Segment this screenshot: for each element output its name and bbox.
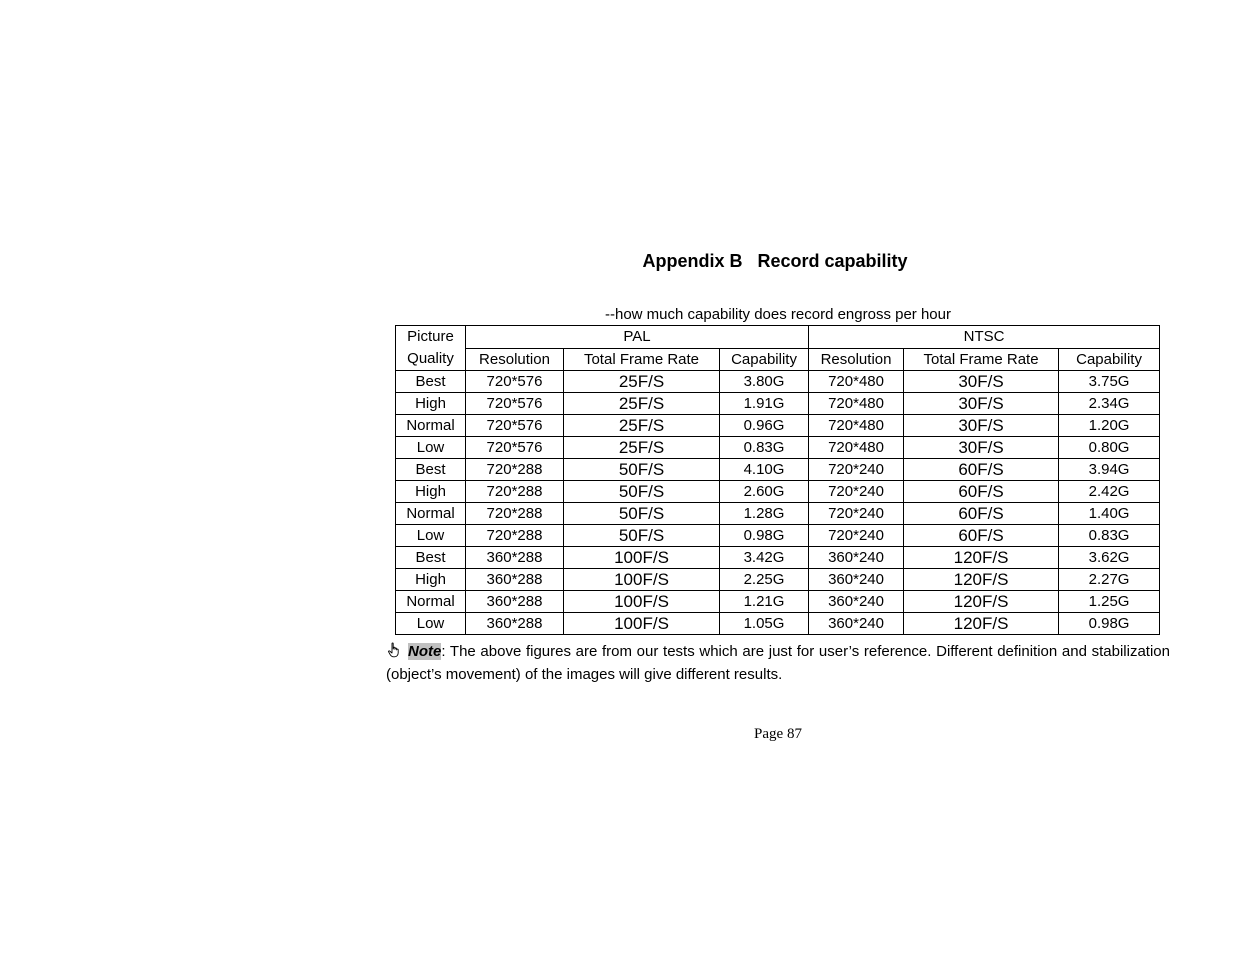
- page-subtitle: --how much capability does record engross per hour: [604, 306, 951, 323]
- pal-capability-cell: 0.98G: [720, 525, 809, 547]
- pal-capability-cell: 0.83G: [720, 437, 809, 459]
- ntsc-capability-cell: 0.98G: [1059, 613, 1160, 635]
- pal-frame-rate-cell: 50F/S: [564, 525, 720, 547]
- table-row: [396, 437, 1160, 459]
- pal-resolution-cell: 720*288: [466, 481, 564, 503]
- ntsc-capability-cell: 2.27G: [1059, 569, 1160, 591]
- ntsc-frame-rate-cell: 120F/S: [904, 547, 1059, 569]
- pal-frame-rate-cell: 100F/S: [564, 547, 720, 569]
- pal-capability-cell: 4.10G: [720, 459, 809, 481]
- ntsc-frame-rate-cell: 60F/S: [904, 481, 1059, 503]
- table-row: [396, 547, 1160, 569]
- ntsc-frame-rate-cell: 120F/S: [904, 613, 1059, 635]
- ntsc-frame-rate-cell: 30F/S: [904, 371, 1059, 393]
- ntsc-resolution-cell: 720*480: [809, 437, 904, 459]
- ntsc-capability-cell: 3.62G: [1059, 547, 1160, 569]
- ntsc-capability-cell: 2.34G: [1059, 393, 1160, 415]
- ntsc-capability-cell: 1.20G: [1059, 415, 1160, 437]
- pal-resolution-cell: 360*288: [466, 569, 564, 591]
- ntsc-frame-rate-cell: 60F/S: [904, 503, 1059, 525]
- ntsc-capability-cell: 0.80G: [1059, 437, 1160, 459]
- ntsc-group-header: NTSC: [809, 326, 1160, 349]
- ntsc-resolution-cell: 720*240: [809, 525, 904, 547]
- pointing-hand-icon: [386, 642, 402, 658]
- note-text: : The above figures are from our tests which are just for user’s reference. Different definition and stabilization (object’s movement) of the images will give different results.: [386, 643, 1170, 683]
- record-capability-table: [395, 325, 1160, 635]
- pal-frame-rate-cell: 25F/S: [564, 437, 720, 459]
- pal-capability-cell: 1.28G: [720, 503, 809, 525]
- ntsc-capability-cell: 3.75G: [1059, 371, 1160, 393]
- table-subheader-row: [396, 348, 1160, 371]
- quality-cell: Best: [396, 459, 466, 481]
- pal-frame-rate-cell: 50F/S: [564, 503, 720, 525]
- table-row: [396, 459, 1160, 481]
- ntsc-resolution-header: Resolution: [809, 348, 904, 371]
- pal-capability-cell: 2.60G: [720, 481, 809, 503]
- ntsc-resolution-cell: 720*480: [809, 371, 904, 393]
- pal-frame-rate-header: Total Frame Rate: [564, 348, 720, 371]
- ntsc-frame-rate-cell: 60F/S: [904, 459, 1059, 481]
- ntsc-resolution-cell: 360*240: [809, 569, 904, 591]
- pal-resolution-cell: 720*576: [466, 415, 564, 437]
- pal-resolution-cell: 360*288: [466, 547, 564, 569]
- quality-cell: Normal: [396, 591, 466, 613]
- pal-frame-rate-cell: 50F/S: [564, 459, 720, 481]
- quality-cell: Low: [396, 437, 466, 459]
- quality-cell: Normal: [396, 415, 466, 437]
- ntsc-capability-cell: 0.83G: [1059, 525, 1160, 547]
- table-row: [396, 591, 1160, 613]
- quality-cell: Low: [396, 525, 466, 547]
- pal-capability-cell: 3.80G: [720, 371, 809, 393]
- ntsc-resolution-cell: 720*240: [809, 459, 904, 481]
- ntsc-frame-rate-cell: 60F/S: [904, 525, 1059, 547]
- ntsc-frame-rate-cell: 30F/S: [904, 437, 1059, 459]
- quality-header-top: Picture: [396, 326, 466, 349]
- quality-cell: High: [396, 393, 466, 415]
- ntsc-resolution-cell: 720*480: [809, 393, 904, 415]
- quality-cell: High: [396, 481, 466, 503]
- note-paragraph: [386, 640, 1170, 686]
- quality-cell: Low: [396, 613, 466, 635]
- ntsc-resolution-cell: 720*480: [809, 415, 904, 437]
- table-row: [396, 415, 1160, 437]
- pal-resolution-cell: 360*288: [466, 591, 564, 613]
- pal-frame-rate-cell: 100F/S: [564, 613, 720, 635]
- ntsc-frame-rate-cell: 120F/S: [904, 591, 1059, 613]
- pal-capability-cell: 1.05G: [720, 613, 809, 635]
- ntsc-resolution-cell: 360*240: [809, 591, 904, 613]
- pal-capability-header: Capability: [720, 348, 809, 371]
- quality-cell: Best: [396, 371, 466, 393]
- ntsc-resolution-cell: 360*240: [809, 613, 904, 635]
- pal-resolution-cell: 720*288: [466, 525, 564, 547]
- pal-capability-cell: 3.42G: [720, 547, 809, 569]
- pal-resolution-cell: 360*288: [466, 613, 564, 635]
- table-row: [396, 503, 1160, 525]
- ntsc-frame-rate-cell: 120F/S: [904, 569, 1059, 591]
- table-row: [396, 569, 1160, 591]
- ntsc-capability-header: Capability: [1059, 348, 1160, 371]
- ntsc-capability-cell: 3.94G: [1059, 459, 1160, 481]
- table-header-row: [396, 326, 1160, 349]
- table-row: [396, 525, 1160, 547]
- ntsc-resolution-cell: 360*240: [809, 547, 904, 569]
- pal-resolution-cell: 720*576: [466, 393, 564, 415]
- pal-resolution-cell: 720*576: [466, 371, 564, 393]
- quality-header-bottom: Quality: [396, 348, 466, 371]
- quality-cell: Normal: [396, 503, 466, 525]
- table-row: [396, 613, 1160, 635]
- ntsc-capability-cell: 1.40G: [1059, 503, 1160, 525]
- pal-resolution-cell: 720*576: [466, 437, 564, 459]
- pal-frame-rate-cell: 25F/S: [564, 415, 720, 437]
- pal-capability-cell: 1.91G: [720, 393, 809, 415]
- pal-capability-cell: 2.25G: [720, 569, 809, 591]
- table-row: [396, 371, 1160, 393]
- page-title: Appendix B Record capability: [642, 251, 908, 271]
- ntsc-frame-rate-cell: 30F/S: [904, 393, 1059, 415]
- ntsc-capability-cell: 2.42G: [1059, 481, 1160, 503]
- ntsc-capability-cell: 1.25G: [1059, 591, 1160, 613]
- pal-frame-rate-cell: 100F/S: [564, 591, 720, 613]
- note-label: Note: [408, 643, 442, 660]
- pal-capability-cell: 0.96G: [720, 415, 809, 437]
- ntsc-resolution-cell: 720*240: [809, 503, 904, 525]
- pal-frame-rate-cell: 50F/S: [564, 481, 720, 503]
- pal-frame-rate-cell: 100F/S: [564, 569, 720, 591]
- pal-resolution-header: Resolution: [466, 348, 564, 371]
- page-number: Page 87: [754, 726, 802, 742]
- ntsc-resolution-cell: 720*240: [809, 481, 904, 503]
- pal-frame-rate-cell: 25F/S: [564, 371, 720, 393]
- table-row: [396, 393, 1160, 415]
- quality-cell: High: [396, 569, 466, 591]
- pal-group-header: PAL: [466, 326, 809, 349]
- ntsc-frame-rate-header: Total Frame Rate: [904, 348, 1059, 371]
- pal-resolution-cell: 720*288: [466, 503, 564, 525]
- pal-resolution-cell: 720*288: [466, 459, 564, 481]
- table-row: [396, 481, 1160, 503]
- ntsc-frame-rate-cell: 30F/S: [904, 415, 1059, 437]
- pal-capability-cell: 1.21G: [720, 591, 809, 613]
- pal-frame-rate-cell: 25F/S: [564, 393, 720, 415]
- quality-cell: Best: [396, 547, 466, 569]
